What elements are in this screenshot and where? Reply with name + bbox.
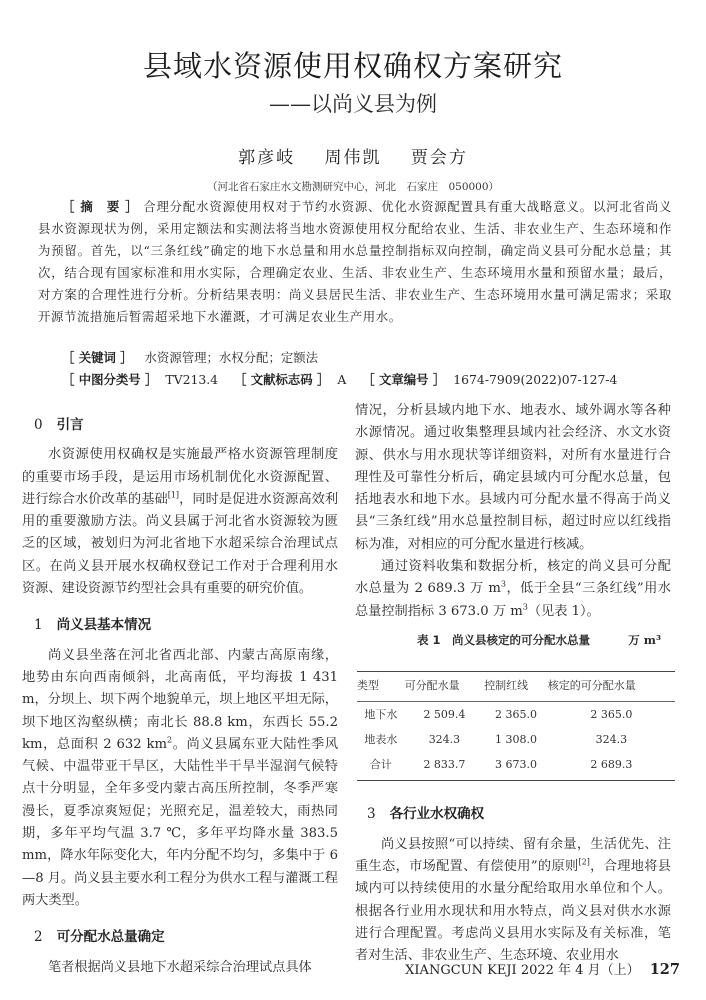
text-run: ，合理地将县域内可以持续使用的水量分配给取用水单位和个人。根据各行业用水现状和用水特点，尚义县对供水水源进行合理配置。考虑尚义县用水实际及有关标准，笔者对生活、非农业生产、生态环境、农业用水 bbox=[355, 859, 671, 964]
table-cell: 324.3 bbox=[595, 732, 628, 746]
text-run: 水资源使用权确权是实施最严格水资源管理制度的重要市场手段，是运用市场机制优化水资源配置、进行综合水价改革的基础 bbox=[22, 447, 338, 507]
section-number: 3 bbox=[367, 806, 376, 823]
column-header: 控制红线 bbox=[484, 672, 548, 701]
column-header: 可分配水量 bbox=[405, 672, 485, 701]
page-footer bbox=[405, 959, 680, 978]
table-caption bbox=[355, 629, 671, 651]
basic-info-paragraph bbox=[22, 645, 338, 913]
superscript: 3 bbox=[500, 579, 506, 589]
allocation-paragraph-start: 笔者根据尚义县地下水超采综合治理试点具体 bbox=[48, 959, 312, 975]
table-row bbox=[357, 727, 675, 752]
text-run: ，低于全县“三条红线”用水总量控制指标 3 673.0 万 m bbox=[355, 581, 671, 619]
table-header-row bbox=[357, 672, 675, 701]
superscript: 2 bbox=[167, 735, 173, 745]
table-cell: 2 509.4 bbox=[423, 707, 466, 721]
right-column bbox=[355, 400, 671, 968]
paper-title: 县域水资源使用权确权方案研究 bbox=[142, 49, 563, 83]
column-header: 核定的可分配水量 bbox=[548, 672, 675, 701]
abstract bbox=[38, 196, 672, 328]
section-heading-1 bbox=[22, 614, 338, 636]
page-number: 127 bbox=[649, 961, 680, 978]
table-row bbox=[357, 701, 675, 727]
allocation-paragraph-cont: 情况，分析县域内地下水、地表水、域外调水等各种水源情况。通过收集整理县域内社会经济、水文水资源、供水与用水现状等详细资料，对所有水量进行合理性及可靠性分析后，确定县域内可分配水总量，包括地表水和地下水。县域内可分配水量不得高于尚义县“三条红线”用水总量控制目标，超过时应以红线指标为准，对相应的可分配水量进行核减。 bbox=[355, 403, 671, 552]
section-title: 各行业水权确权 bbox=[389, 806, 485, 823]
abstract-label: ［ 摘 要 ］ bbox=[62, 199, 139, 214]
table-unit: 万 m³ bbox=[628, 632, 661, 647]
table-cell: 地表水 bbox=[364, 732, 398, 746]
text-run: 尚义县按照“可以持续、留有余量，生活优先、注重生态，市场配置、有偿使用”的原则 bbox=[355, 836, 671, 875]
table-cell: 3 673.0 bbox=[484, 752, 548, 781]
clc-value: TV213.4 bbox=[165, 372, 219, 387]
doc-code-label: ［ 文献标志码 ］ bbox=[234, 372, 330, 387]
table-cell: 2 365.0 bbox=[590, 707, 633, 721]
paper-subtitle: ——以尚义县为例 bbox=[269, 92, 437, 116]
citation-ref: [1] bbox=[167, 490, 180, 500]
table-cell: 2 365.0 bbox=[494, 707, 537, 721]
section-number: 0 bbox=[34, 417, 43, 433]
table-cell: 2 833.7 bbox=[405, 752, 485, 781]
section-heading-2 bbox=[22, 926, 338, 948]
table-title: 表 1 尚义县核定的可分配水总量 bbox=[417, 632, 591, 647]
intro-paragraph bbox=[22, 444, 338, 600]
text-run: 通过资料收集和数据分析，核定的尚义县可分配水总量为 2 689.3 万 m bbox=[355, 559, 671, 597]
table-cell: 合计 bbox=[357, 752, 405, 781]
table-cell: 1 308.0 bbox=[494, 732, 537, 746]
text-run: ，同时是促进水资源高效利用的重要激励方法。尚义县属于河北省水资源较为匮乏的区域，被划归为河北省地下水超采综合治理试点区。在尚义县开展水权确权登记工作对于合理利用水资源、建设资源节约型社会具有重要的研究价值。 bbox=[22, 491, 339, 597]
citation-ref: [2] bbox=[578, 857, 590, 867]
text-run: 尚义县坐落在河北省西北部、内蒙古高原南缘，地势由东向西南倾斜，北高南低，平均海拔 1 431 m，分坝上、坝下两个地貌单元，坝上地区平坦无际，坝下地区沟壑纵横；南北长 88.8 km，东西长 55.2 km，总面积 2 632 km bbox=[22, 647, 338, 752]
table-cell: 324.3 bbox=[428, 732, 461, 746]
article-no-label: ［ 文章编号 ］ bbox=[362, 372, 446, 387]
allocation-table bbox=[357, 671, 675, 781]
section-heading-0 bbox=[22, 414, 338, 436]
author-list bbox=[0, 143, 706, 168]
section-number: 1 bbox=[34, 617, 43, 634]
journal-name: XIANGCUN KEJI bbox=[405, 963, 517, 978]
classification-line bbox=[62, 370, 617, 388]
section-title: 尚义县基本情况 bbox=[56, 617, 152, 634]
section-number: 2 bbox=[34, 929, 43, 946]
clc-label: ［ 中图分类号 ］ bbox=[62, 372, 158, 387]
keywords-value: 水资源管理；水权分配；定额法 bbox=[144, 350, 319, 365]
table-row bbox=[357, 752, 675, 781]
table-cell: 地下水 bbox=[364, 707, 398, 721]
article-no-value: 1674-7909(2022)07-127-4 bbox=[453, 372, 618, 387]
section-title: 可分配水总量确定 bbox=[56, 929, 165, 946]
column-header: 类型 bbox=[357, 672, 405, 701]
doc-code-value: A bbox=[337, 372, 347, 387]
allocation-result-paragraph bbox=[355, 556, 671, 623]
table-cell: 2 689.3 bbox=[548, 752, 675, 781]
superscript: 3 bbox=[522, 602, 528, 612]
author: 周伟凯 bbox=[324, 148, 382, 168]
sector-rights-paragraph bbox=[355, 834, 671, 968]
keywords-line bbox=[62, 348, 318, 366]
section-heading-3 bbox=[355, 803, 671, 825]
abstract-text: 合理分配水资源使用权对于节约水资源、优化水资源配置具有重大战略意义。以河北省尚义县水资源现状为例，采用定额法和实测法将当地水资源使用权分配给农业、生活、非农业生产、生态环境和作为预留。首先，以“三条红线”确定的地下水总量和用水总量控制指标双向控制，确定尚义县可分配水总量；其次，结合现有国家标准和用水实际，合理确定农业、生活、非农业生产、生态环境用水量和预留水量；最后，对方案的合理性进行分析。分析结果表明：尚义县居民生活、非农业生产、生态环境用水量可满足需求；采取开源节流措施后暂需超采地下水灌溉，才可满足农业生产用水。 bbox=[38, 199, 673, 324]
section-title: 引言 bbox=[56, 417, 84, 433]
author: 郭彦岐 bbox=[238, 148, 296, 168]
text-run: 。尚义县属东亚大陆性季风气候、中温带亚干旱区，大陆性半干旱半湿润气候特点十分明显，全年多受内蒙古高压所控制，冬季严寒漫长，夏季凉爽短促；光照充足，温差较大，雨热同期，多年平均气温 3.7 ℃，多年平均降水量 383.5 mm，降水年际变化大，年内分配不均匀，多集中于 6—8 月。尚义县主要水利工程分为供水工程与灌溉工程两大类型。 bbox=[22, 736, 339, 908]
author: 贾会方 bbox=[410, 148, 468, 168]
keywords-label: ［ 关键词 ］ bbox=[62, 350, 133, 365]
text-run: （见表 1）。 bbox=[527, 603, 600, 619]
issue-date: 2022 年 4 月（上） bbox=[520, 963, 640, 978]
affiliation: （河北省石家庄水文勘测研究中心，河北 石家庄 050000） bbox=[206, 181, 500, 193]
left-column bbox=[22, 414, 338, 979]
